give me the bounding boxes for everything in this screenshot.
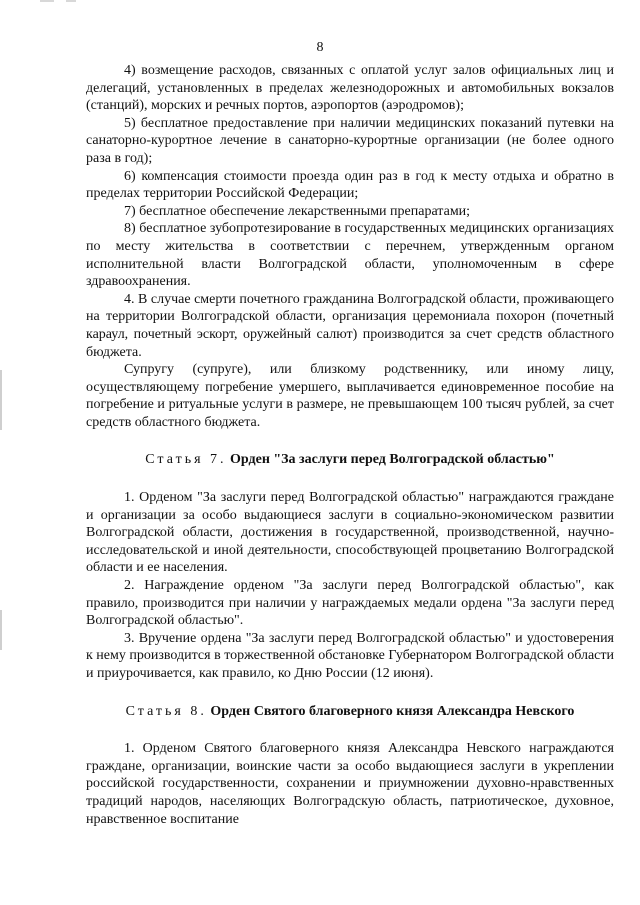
paragraph: 6) компенсация стоимости проезда один раз в год к месту отдыха и обратно в пределах территории Российской Федерации;: [86, 168, 614, 202]
paragraph: 4) возмещение расходов, связанных с оплатой услуг залов официальных лиц и делегаций, установленных в пределах железнодорожных и автомобильных вокзалов (станций), морских и речных портов, аэропортов (аэродромов);: [86, 63, 614, 114]
paragraph: 1. Орденом "За заслуги перед Волгоградской областью" награждаются граждане и организации за особо выдающиеся заслуги в социально-экономическом развитии Волгоградской области, достижения в государственной, производственной, научно-исследовательской и иной деятельности, способствующей процветанию Волгоградской области и ее населения.: [86, 490, 614, 576]
scan-artifact: [40, 0, 54, 2]
paragraph: 1. Орденом Святого благоверного князя Александра Невского награждаются граждане, организации, воинские части за особо выдающиеся заслуги в укреплении российской государственности, сохранении и приумножении духовно-нравственных традиций народов, населяющих Волгоградскую область, патриотическое, духовное, нравственное воспитание: [86, 741, 614, 827]
paragraph: 2. Награждение орденом "За заслуги перед Волгоградской областью", как правило, производится при наличии у награждаемых медали ордена "За заслуги перед Волгоградской областью".: [86, 578, 614, 629]
document-body: [86, 62, 614, 828]
article-8-title: Орден Святого благоверного князя Александра Невского: [210, 703, 575, 719]
paragraph: 8) бесплатное зубопротезирование в государственных медицинских организациях по месту жительства в соответствии с перечнем, утвержденным органом исполнительной власти Волгоградской области, уполномоченным в сфере здравоохранения.: [86, 221, 614, 290]
article-8-heading: [86, 703, 614, 721]
scan-artifact: [66, 0, 76, 2]
article-8-label: Статья 8.: [125, 703, 207, 719]
scan-artifact: [0, 370, 2, 430]
paragraph: 5) бесплатное предоставление при наличии медицинских показаний путевки на санаторно-курортное лечение в санаторно-курортные организации (не более одного раза в год);: [86, 115, 614, 166]
article-7-heading: [86, 451, 614, 469]
paragraph: Супругу (супруге), или близкому родственнику, или иному лицу, осуществляющему погребение умершего, выплачивается единовременное пособие на погребение и ритуальные услуги в размере, не превышающем 100 тысяч рублей, за счет средств областного бюджета.: [86, 362, 614, 430]
page-number: 8: [316, 40, 324, 55]
paragraph: 3. Вручение ордена "За заслуги перед Волгоградской областью" и удостоверения к нему производится в торжественной обстановке Губернатором Волгоградской области и приурочивается, как правило, ко Дню России (12 июня).: [86, 630, 614, 681]
article-7-title: Орден "За заслуги перед Волгоградской областью": [230, 452, 555, 468]
article-7-label: Статья 7.: [145, 452, 227, 468]
paragraph: 4. В случае смерти почетного гражданина Волгоградской области, проживающего на территории Волгоградской области, организация церемониала похорон (почетный караул, почетный эскорт, оружейный салют) производится за счет средств областного бюджета.: [86, 291, 614, 360]
scan-artifact: [0, 610, 2, 650]
paragraph: 7) бесплатное обеспечение лекарственными препаратами;: [124, 203, 471, 219]
